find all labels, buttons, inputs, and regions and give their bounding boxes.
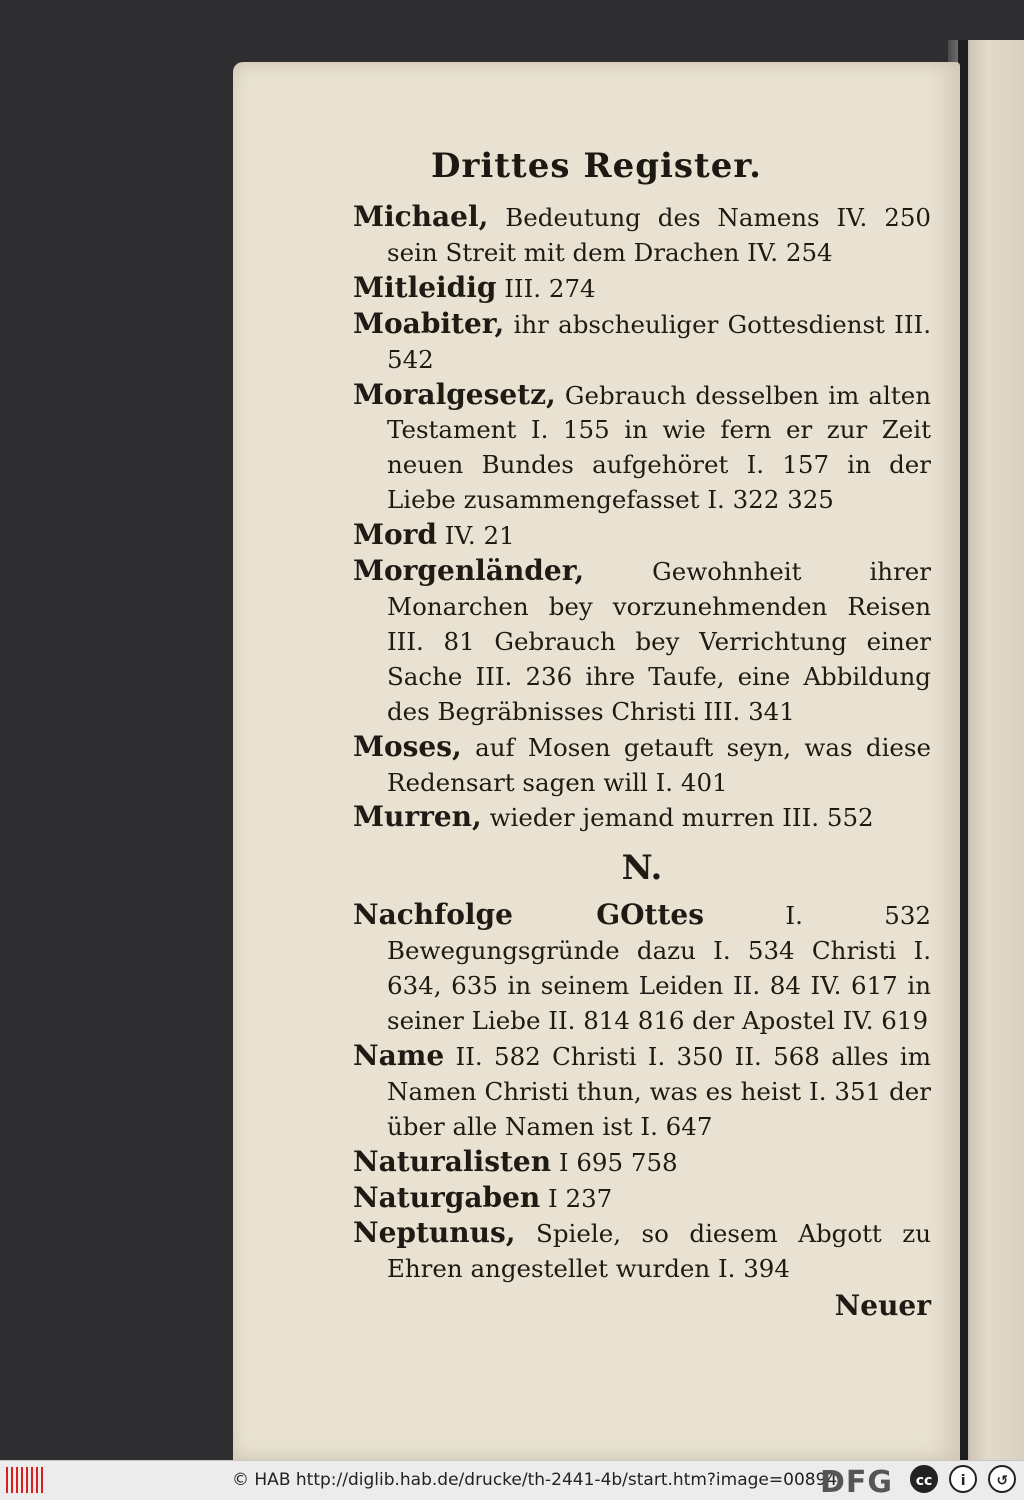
- entry-text: III. 274: [496, 273, 596, 303]
- book-page: [233, 62, 960, 1460]
- viewer-footer: [0, 1460, 1024, 1500]
- index-entry: [353, 898, 931, 1039]
- cc-icon: cc: [910, 1465, 938, 1493]
- entry-text: I 237: [540, 1183, 613, 1213]
- license-icons[interactable]: [910, 1465, 1022, 1495]
- index-entry: [353, 1181, 931, 1217]
- entry-lemma: Nachfolge GOttes: [353, 898, 704, 932]
- entry-text: IV. 21: [437, 521, 515, 551]
- index-entry: [353, 730, 931, 801]
- entry-text: wieder jemand murren III. 552: [481, 803, 874, 833]
- entry-lemma: Naturalisten: [353, 1144, 552, 1178]
- barcode-icon: [6, 1467, 46, 1493]
- entry-lemma: Mord: [353, 518, 437, 552]
- entry-text: Spiele, so diesem Abgott zu Ehren angestellet wurden I. 394: [387, 1219, 931, 1284]
- index-entry: [353, 1145, 931, 1181]
- index-entries: [353, 200, 931, 1324]
- entry-lemma: Neptunus,: [353, 1216, 516, 1250]
- entry-text: I. 532 Bewegungsgründe dazu I. 534 Christi I. 634, 635 in seinem Leiden II. 84 IV. 617 in seiner Liebe II. 814 816 der Apostel IV. 619: [387, 901, 932, 1036]
- index-entry: [353, 200, 931, 271]
- sa-icon: ↺: [988, 1465, 1016, 1493]
- entry-lemma: Moralgesetz,: [353, 377, 556, 411]
- by-icon: i: [949, 1465, 977, 1493]
- entry-text: ihr abscheuliger Gottesdienst III. 542: [387, 309, 931, 374]
- entry-text: auf Mosen getauft seyn, was diese Redensart sagen will I. 401: [387, 732, 931, 797]
- entry-text: Gebrauch desselben im alten Testament I. 155 in wie fern er zur Zeit neuen Bundes aufgehöret I. 157 in der Liebe zusammengefasset I. 322 325: [387, 380, 931, 515]
- entry-text: Bedeutung des Namens IV. 250 sein Streit mit dem Drachen IV. 254: [387, 203, 931, 267]
- entry-lemma: Name: [353, 1038, 445, 1072]
- entry-lemma: Michael,: [353, 200, 489, 233]
- entry-text: I 695 758: [551, 1147, 678, 1177]
- entry-lemma: Morgenländer,: [353, 554, 585, 588]
- entry-lemma: Mitleidig: [353, 270, 497, 304]
- index-entry: [353, 1216, 931, 1287]
- catchword: Neuer: [834, 1289, 931, 1323]
- index-entry: [353, 800, 931, 836]
- index-entry: [353, 518, 931, 554]
- letter-heading: N.: [621, 848, 663, 889]
- index-entry: [353, 307, 931, 378]
- dfg-logo: DFG: [820, 1465, 894, 1500]
- index-entry: [353, 378, 931, 519]
- page-header: Drittes Register.: [430, 146, 763, 186]
- entry-lemma: Moses,: [353, 729, 462, 763]
- index-entry: [353, 1039, 931, 1145]
- entry-text: II. 582 Christi I. 350 II. 568 alles im Namen Christi thun, was es heist I. 351 der über alle Namen ist I. 647: [387, 1041, 931, 1141]
- index-entry: [353, 554, 931, 730]
- entry-lemma: Moabiter,: [353, 306, 505, 340]
- attribution-link[interactable]: © HAB http://diglib.hab.de/drucke/th-2441-4b/start.htm?image=00894: [232, 1470, 838, 1490]
- entry-lemma: Murren,: [353, 800, 482, 834]
- index-entry: [353, 271, 931, 307]
- entry-text: Gewohnheit ihrer Monarchen bey vorzunehmenden Reisen III. 81 Gebrauch bey Verrichtung einer Sache III. 236 ihre Taufe, eine Abbildung des Begräbnisses Christi III. 341: [387, 557, 931, 726]
- entry-lemma: Naturgaben: [353, 1180, 541, 1214]
